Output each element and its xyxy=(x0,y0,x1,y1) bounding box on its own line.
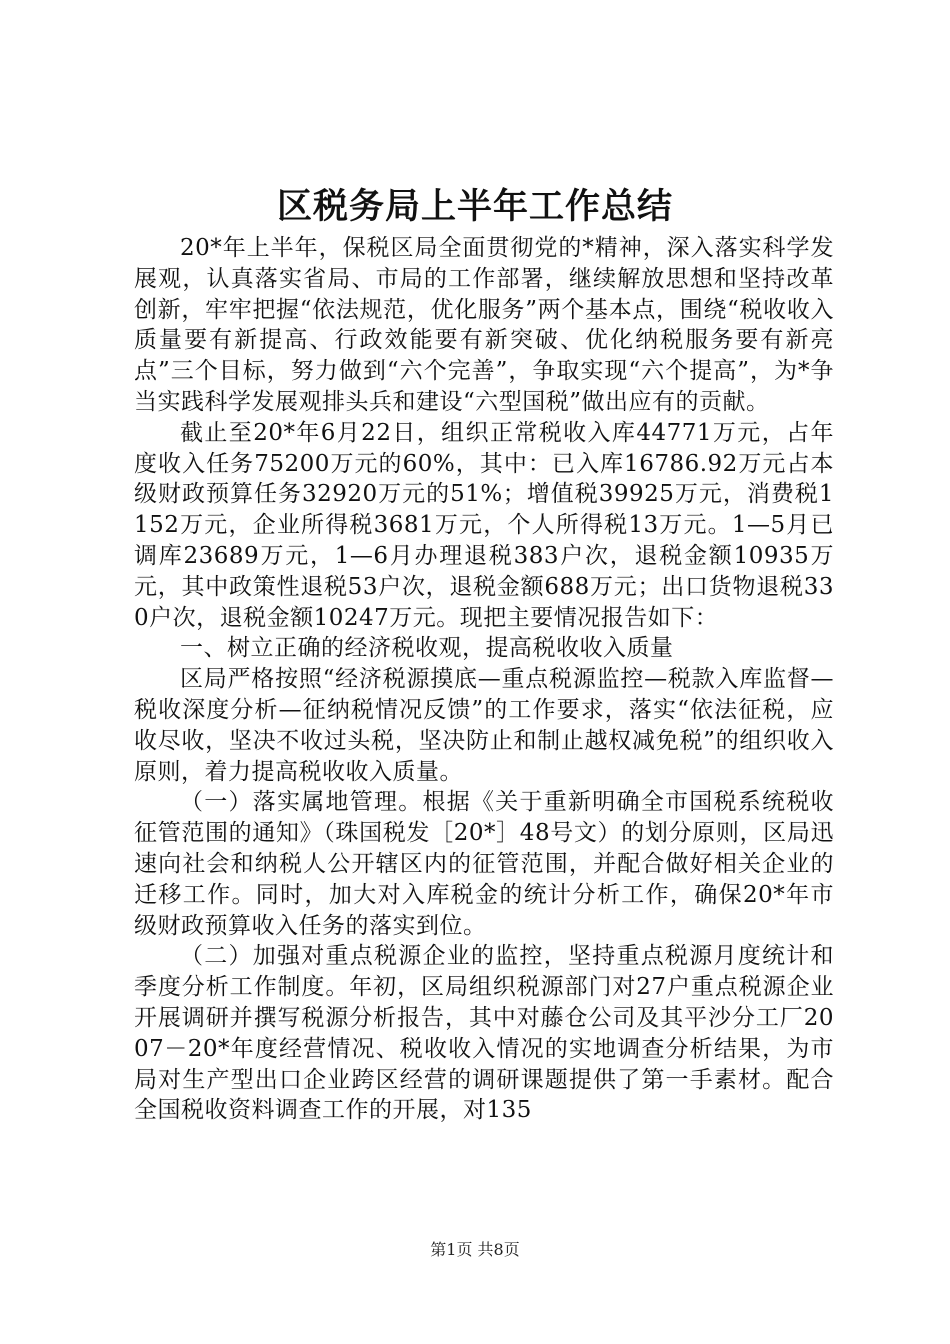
document-title: 区税务局上半年工作总结 xyxy=(276,186,673,227)
paragraph-intro: 20*年上半年，保税区局全面贯彻党的*精神，深入落实科学发展观，认真落实省局、市局的工作部署，继续解放思想和坚持改革创新，牢牢把握“依法规范，优化服务”两个基本点，围绕“税收收入质量要有新提高、行政效能要有新突破、优化纳税服务要有新亮点”三个目标，努力做到“六个完善”，争取实现“六个提高”，为*争当实践科学发展观排头兵和建设“六型国税”做出应有的贡献。 xyxy=(134,235,834,415)
page-number: 第1页 共8页 xyxy=(430,1240,520,1259)
paragraph-subsection-2: （二）加强对重点税源企业的监控，坚持重点税源月度统计和季度分析工作制度。年初，区局组织税源部门对27户重点税源企业开展调研并撰写税源分析报告，其中对藤仓公司及其平沙分工厂2007－20*年度经营情况、税收收入情况的实地调查分析结果，为市局对生产型出口企业跨区经营的调研课题提供了第一手素材。配合全国税收资料调查工作的开展，对135 xyxy=(134,943,834,1124)
document-body xyxy=(134,233,834,1126)
paragraph-section-1: 区局严格按照“经济税源摸底—重点税源监控—税款入库监督—税收深度分析—征纳税情况反馈”的工作要求，落实“依法征税，应收尽收，坚决不收过头税，坚决防止和制止越权减免税”的组织收入原则，着力提高税收收入质量。 xyxy=(134,666,834,785)
section-heading-1: 一、树立正确的经济税收观，提高税收收入质量 xyxy=(180,635,674,662)
paragraph-revenue-summary: 截止至20*年6月22日，组织正常税收入库44771万元，占年度收入任务75200万元的60%，其中：已入库16786.92万元占本级财政预算任务32920万元的51%；增值税39925万元，消费税1152万元，企业所得税3681万元，个人所得税13万元。1—5月已调库23689万元，1—6月办理退税383户次，退税金额10935万元，其中政策性退税53户次，退税金额688万元；出口货物退税330户次，退税金额10247万元。现把主要情况报告如下： xyxy=(134,419,834,631)
paragraph-subsection-1: （一）落实属地管理。根据《关于重新明确全市国税系统税收征管范围的通知》（珠国税发［20*］48号文）的划分原则，区局迅速向社会和纳税人公开辖区内的征管范围，并配合做好相关企业的迁移工作。同时，加大对入库税金的统计分析工作，确保20*年市级财政预算收入任务的落实到位。 xyxy=(134,789,834,939)
